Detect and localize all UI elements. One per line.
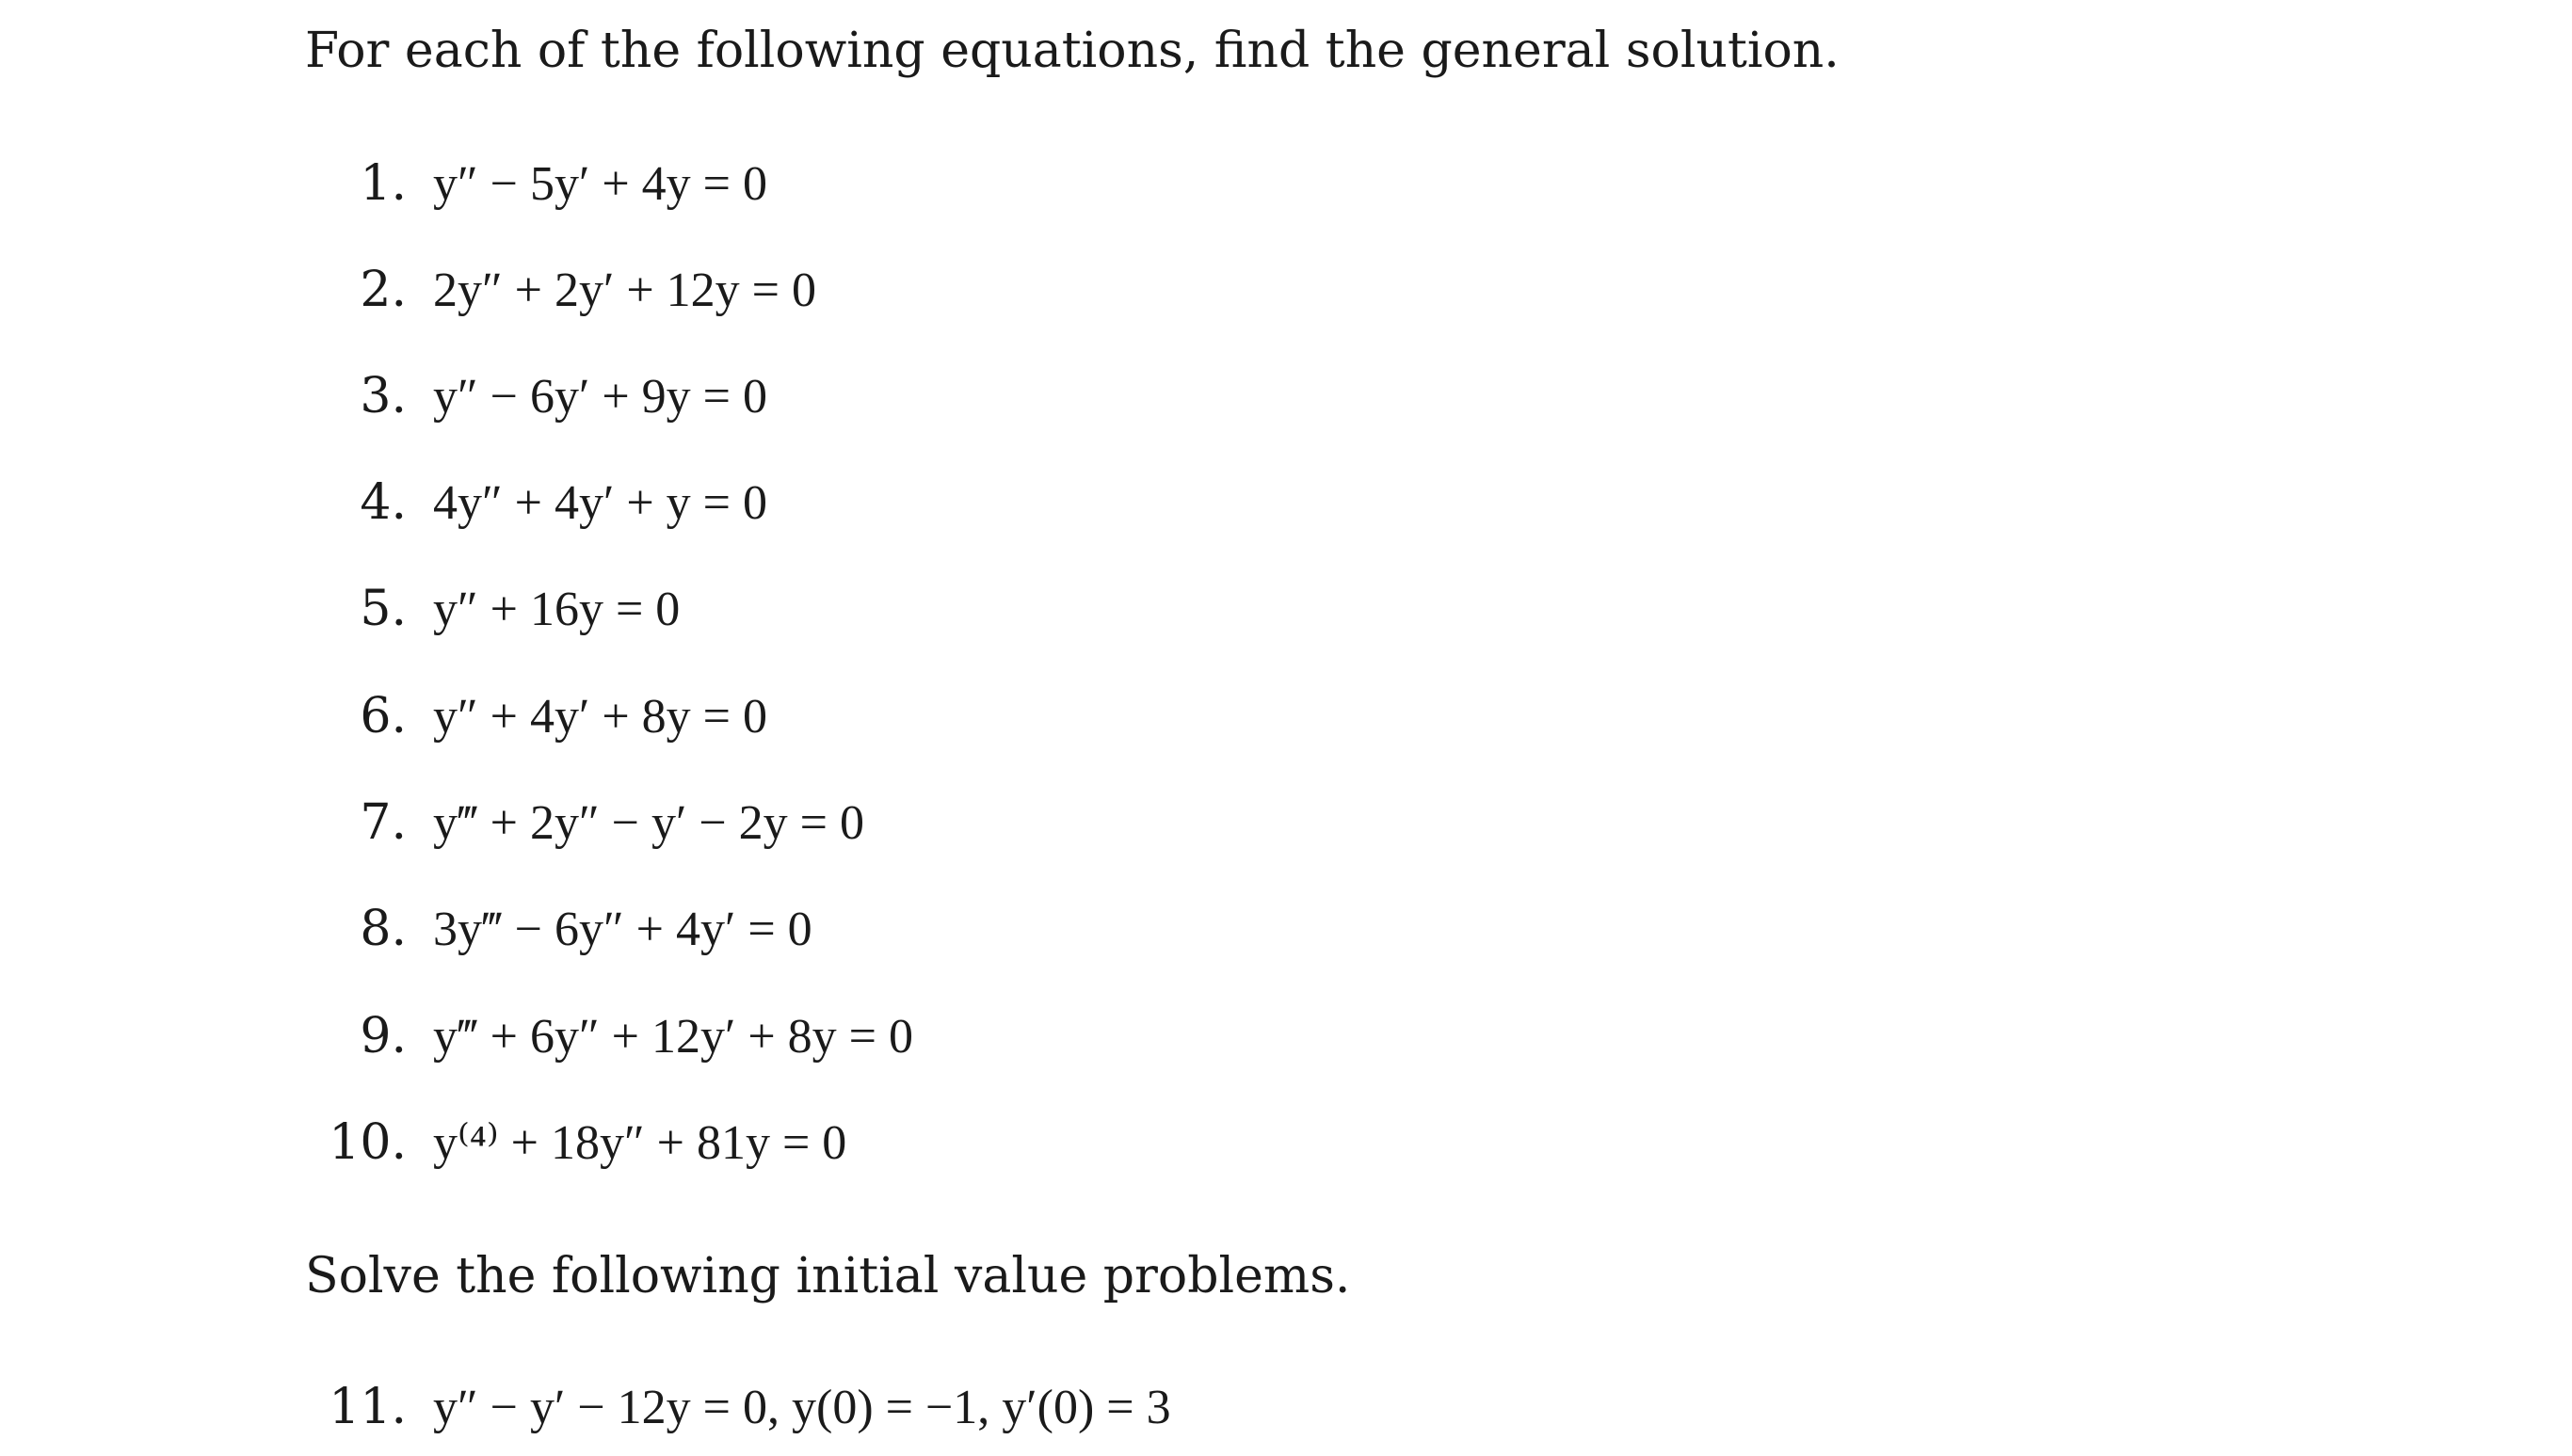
problem-equation: 4y″ + 4y′ + y = 0: [433, 476, 768, 530]
problem-item: [320, 257, 816, 323]
problem-item: [320, 363, 767, 429]
problem-equation: y⁽⁴⁾ + 18y″ + 81y = 0: [433, 1116, 847, 1170]
problem-number: 3.: [360, 368, 407, 424]
section-1-instruction: For each of the following equations, find the general solution.: [305, 23, 1840, 79]
problem-item: [320, 576, 680, 642]
problem-number: 1.: [360, 155, 407, 212]
problem-number: 5.: [360, 581, 407, 637]
section-2-instruction: Solve the following initial value problems.: [305, 1248, 1351, 1304]
problem-equation: y″ − y′ − 12y = 0, y(0) = −1, y′(0) = 3: [433, 1381, 1171, 1434]
problem-number: 9.: [360, 1008, 407, 1064]
problem-item: [320, 151, 767, 216]
problem-equation: y″ − 5y′ + 4y = 0: [433, 157, 768, 211]
problem-number: 2.: [360, 262, 407, 318]
problem-equation: y″ + 16y = 0: [433, 583, 681, 636]
problem-item: [320, 470, 767, 536]
problem-equation: 3y‴ − 6y″ + 4y′ = 0: [433, 903, 812, 956]
problem-equation: y″ + 4y′ + 8y = 0: [433, 690, 768, 744]
problem-number: 7.: [360, 794, 407, 851]
problem-equation: y″ − 6y′ + 9y = 0: [433, 370, 768, 424]
problem-number: 8.: [360, 901, 407, 957]
problem-equation: 2y″ + 2y′ + 12y = 0: [433, 264, 817, 317]
problem-equation: y‴ + 2y″ − y′ − 2y = 0: [433, 796, 864, 850]
problem-item: [320, 1003, 913, 1069]
problem-item: [320, 1374, 1171, 1440]
problem-equation: y‴ + 6y″ + 12y′ + 8y = 0: [433, 1010, 913, 1064]
problem-item: [320, 1110, 846, 1176]
problem-number: 10.: [329, 1114, 407, 1171]
problem-number: 6.: [360, 688, 407, 744]
problem-number: 4.: [360, 474, 407, 531]
problem-item: [320, 683, 767, 749]
problem-item: [320, 896, 812, 962]
problem-number: 11.: [329, 1379, 407, 1435]
problem-item: [320, 790, 864, 856]
